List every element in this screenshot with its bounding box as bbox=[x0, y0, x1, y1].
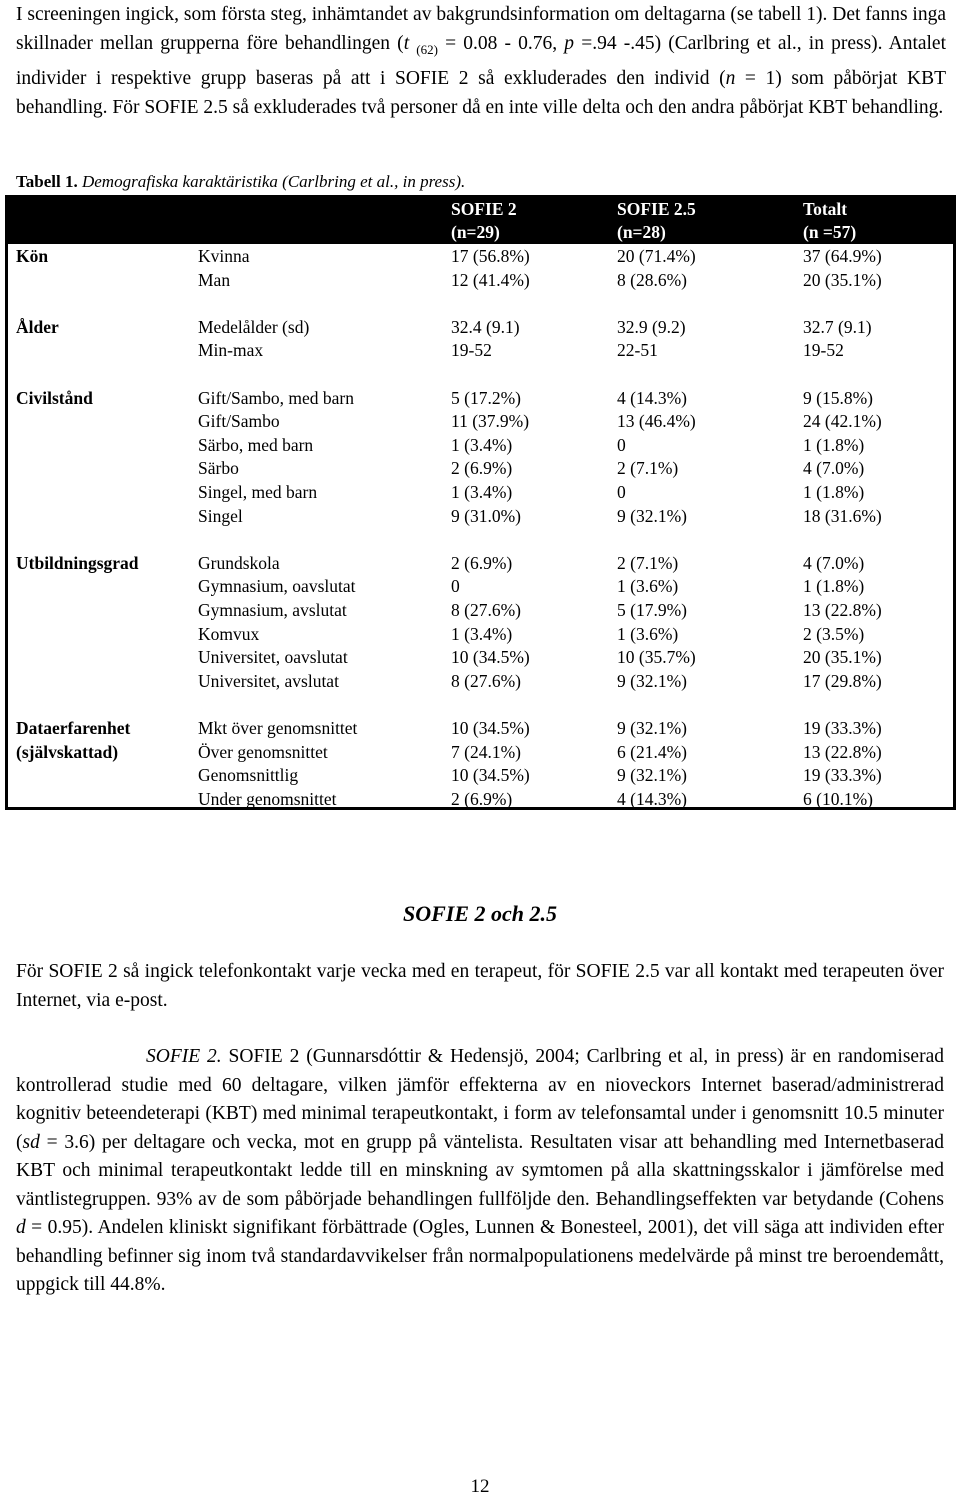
intro-text-4: = 1) som påbörjat KBT behandling. För SOFIE 2.5 så exkluderades två personer då en inte ville delta och den andra påbörjat KBT behandling. bbox=[16, 67, 946, 118]
row-label: Mkt över genomsnittet bbox=[198, 718, 358, 738]
table-cell: 1 (1.8%) bbox=[803, 482, 865, 502]
table-cell: 2 (7.1%) bbox=[617, 552, 679, 573]
table-cell: 2 (6.9%) bbox=[451, 458, 513, 479]
table-caption-number: Tabell 1. bbox=[16, 172, 78, 191]
table-cell: 20 (35.1%) bbox=[803, 647, 882, 668]
table-cell: 19-52 bbox=[451, 340, 492, 361]
table-cell: 11 (37.9%) bbox=[451, 411, 530, 432]
category-label: Dataerfarenhet bbox=[16, 718, 131, 738]
contact-paragraph bbox=[16, 958, 944, 1015]
table-cell: 1 (1.8%) bbox=[803, 576, 865, 597]
table-cell: 10 (34.5%) bbox=[451, 647, 530, 668]
category-label: Utbildningsgrad bbox=[16, 552, 139, 573]
row-label: Komvux bbox=[198, 623, 260, 644]
table-cell: 10 (34.5%) bbox=[451, 718, 530, 738]
table-cell: 6 (21.4%) bbox=[617, 741, 687, 762]
table-cell: 2 (7.1%) bbox=[617, 458, 679, 479]
table-cell: 8 (27.6%) bbox=[451, 670, 521, 691]
table-cell: 24 (42.1%) bbox=[803, 411, 882, 432]
row-label: Särbo bbox=[198, 458, 239, 479]
table-cell: 4 (7.0%) bbox=[803, 458, 865, 479]
table-cell: 12 (41.4%) bbox=[451, 269, 530, 290]
table-cell: 1 (3.6%) bbox=[617, 623, 679, 644]
table-cell: 1 (3.4%) bbox=[451, 434, 513, 455]
table-cell: 32.9 (9.2) bbox=[617, 316, 686, 337]
section-title: SOFIE 2 och 2.5 bbox=[402, 901, 558, 926]
row-label: Över genomsnittet bbox=[198, 741, 328, 762]
sofie2-paragraph bbox=[16, 1043, 944, 1300]
intro-p-symbol: p bbox=[564, 33, 575, 54]
table-cell: 13 (46.4%) bbox=[617, 411, 696, 432]
row-label: Gymnasium, oavslutat bbox=[198, 576, 356, 597]
table-cell: 5 (17.9%) bbox=[617, 600, 687, 620]
header-sofie2 bbox=[451, 198, 517, 244]
table-cell: 19-52 bbox=[803, 340, 844, 361]
table-cell: 2 (6.9%) bbox=[451, 788, 513, 809]
category-label: Ålder bbox=[16, 316, 59, 337]
table-cell: 0 bbox=[617, 434, 626, 455]
row-label: Universitet, avslutat bbox=[198, 670, 339, 691]
table-cell: 4 (7.0%) bbox=[803, 552, 865, 573]
row-label: Universitet, oavslutat bbox=[198, 647, 348, 668]
table-cell: 13 (22.8%) bbox=[803, 741, 882, 762]
row-label: Grundskola bbox=[198, 552, 280, 573]
row-label: Gift/Sambo, med barn bbox=[198, 387, 355, 408]
sofie2-text-c: = 0.95). Andelen kliniskt signifikant förbättrade (Ogles, Lunnen & Bonesteel, 2001), det vill säga att individen efter behandling befinner sig inom två standardavvikelser från normalpopulationens medelvärde på minst tre beroendemått, uppgick till 44.8%. bbox=[16, 1217, 944, 1295]
header-totalt-n: (n =57) bbox=[803, 222, 857, 242]
table-cell: 32.7 (9.1) bbox=[803, 316, 872, 337]
table-cell: 9 (32.1%) bbox=[617, 718, 687, 738]
row-label: Singel, med barn bbox=[198, 482, 318, 502]
table-cell: 2 (6.9%) bbox=[451, 552, 513, 573]
row-label: Särbo, med barn bbox=[198, 434, 314, 455]
contact-paragraph-text: För SOFIE 2 så ingick telefonkontakt varje vecka med en terapeut, för SOFIE 2.5 var all kontakt med terapeuten över Internet, via e-post. bbox=[16, 961, 944, 1011]
table-cell: 22-51 bbox=[617, 340, 658, 361]
table-cell: 6 (10.1%) bbox=[803, 788, 873, 809]
category-label: Civilstånd bbox=[16, 387, 93, 408]
table-cell: 9 (32.1%) bbox=[617, 505, 687, 526]
table-cell: 9 (31.0%) bbox=[451, 505, 521, 526]
table-cell: 4 (14.3%) bbox=[617, 387, 687, 408]
row-label: Singel bbox=[198, 505, 243, 526]
table-caption-title: Demografiska karaktäristika (Carlbring et al., in press). bbox=[81, 172, 466, 191]
table-cell: 32.4 (9.1) bbox=[451, 316, 520, 337]
row-label: Gift/Sambo bbox=[198, 411, 280, 432]
table-cell: 13 (22.8%) bbox=[803, 600, 882, 620]
header-totalt-label: Totalt bbox=[803, 199, 848, 219]
header-sofie25-label: SOFIE 2.5 bbox=[617, 199, 696, 219]
intro-paragraph bbox=[16, 0, 946, 122]
table-cell: 17 (29.8%) bbox=[803, 670, 882, 691]
sofie2-runin-heading: SOFIE 2. bbox=[146, 1046, 222, 1067]
table-cell: 4 (14.3%) bbox=[617, 788, 687, 809]
intro-text-1: I screeningen ingick, som första steg, inhämtandet av bakgrundsinformation om deltagarna (se tabell 1). Det fanns inga skillnader mellan grupperna före behandlingen ( bbox=[16, 4, 946, 54]
table-cell: 19 (33.3%) bbox=[803, 765, 882, 786]
table-cell: 1 (3.4%) bbox=[451, 482, 513, 502]
intro-text-3: =.94 -.45) (Carlbring et al., in press). Antalet individer i respektive grupp baseras på att i SOFIE 2 så exkluderades den individ ( bbox=[16, 33, 947, 89]
table-cell: 1 (3.4%) bbox=[451, 623, 513, 644]
table-cell: 9 (15.8%) bbox=[803, 387, 873, 408]
row-label: Min-max bbox=[198, 340, 264, 361]
table-cell: 0 bbox=[451, 576, 460, 597]
table-cell: 10 (34.5%) bbox=[451, 765, 530, 786]
table-cell: 10 (35.7%) bbox=[617, 647, 696, 668]
table-cell: 17 (56.8%) bbox=[451, 246, 530, 266]
row-label: Medelålder (sd) bbox=[198, 316, 310, 337]
header-sofie2-n: (n=29) bbox=[451, 222, 500, 242]
table-cell: 20 (71.4%) bbox=[617, 246, 696, 266]
table-cell: 19 (33.3%) bbox=[803, 718, 882, 738]
table-cell: 18 (31.6%) bbox=[803, 505, 882, 526]
row-label: Kvinna bbox=[198, 246, 250, 266]
table-cell: 37 (64.9%) bbox=[803, 246, 882, 266]
table-cell: 20 (35.1%) bbox=[803, 269, 882, 290]
row-label: Under genomsnittet bbox=[198, 788, 337, 809]
table-cell: 8 (28.6%) bbox=[617, 269, 687, 290]
table-cell: 1 (1.8%) bbox=[803, 434, 865, 455]
sofie2-d-symbol: d bbox=[16, 1217, 26, 1238]
category-label: Kön bbox=[16, 246, 49, 266]
header-sofie25-n: (n=28) bbox=[617, 222, 666, 242]
row-label: Man bbox=[198, 269, 231, 290]
page-number: 12 bbox=[470, 1476, 490, 1497]
table-cell: 1 (3.6%) bbox=[617, 576, 679, 597]
intro-text-2: = 0.08 - 0.76, bbox=[437, 33, 565, 54]
table-cell: 8 (27.6%) bbox=[451, 600, 521, 620]
header-sofie2-label: SOFIE 2 bbox=[451, 199, 517, 219]
intro-df: (62) bbox=[416, 41, 438, 57]
table-cell: 7 (24.1%) bbox=[451, 741, 521, 762]
table-cell: 9 (32.1%) bbox=[617, 765, 687, 786]
category-label: (självskattad) bbox=[16, 741, 119, 762]
demographics-table bbox=[5, 195, 956, 810]
header-totalt bbox=[803, 198, 856, 244]
table-cell: 0 bbox=[617, 482, 626, 502]
header-sofie25 bbox=[617, 198, 696, 244]
sofie2-text-b: = 3.6) per deltagare och vecka, mot en grupp på väntelista. Resultaten visar att behandling med Internetbaserad KBT och minimal terapeutkontakt ledde till en minskning av symtomen på alla skattningsskalor i jämförelse med väntlistegruppen. 93% av de som påbörjade behandlingen fullföljde den. Behandlingseffekten var betydande (Cohens bbox=[16, 1131, 944, 1210]
intro-n-symbol: n bbox=[725, 67, 736, 89]
intro-t-symbol: t bbox=[403, 33, 410, 54]
table-cell: 2 (3.5%) bbox=[803, 623, 865, 644]
sofie2-text-a: SOFIE 2 (Gunnarsdóttir & Hedensjö, 2004; Carlbring et al, in press) är en randomiserad kontrollerad studie med 60 deltagare, vilken jämför effekterna av en nioveckors Internet baserad/administrerad kognitiv beteendeterapi (KBT) med minimal terapeutkontakt, i form av telefonsamtal under i genomsnitt 10.5 minuter ( bbox=[16, 1046, 944, 1153]
sofie2-sd-symbol: sd bbox=[22, 1131, 40, 1153]
row-label: Genomsnittlig bbox=[198, 765, 299, 786]
table-cell: 9 (32.1%) bbox=[617, 670, 687, 691]
row-label: Gymnasium, avslutat bbox=[198, 600, 347, 620]
table-cell: 5 (17.2%) bbox=[451, 387, 521, 408]
table-caption bbox=[16, 171, 465, 193]
